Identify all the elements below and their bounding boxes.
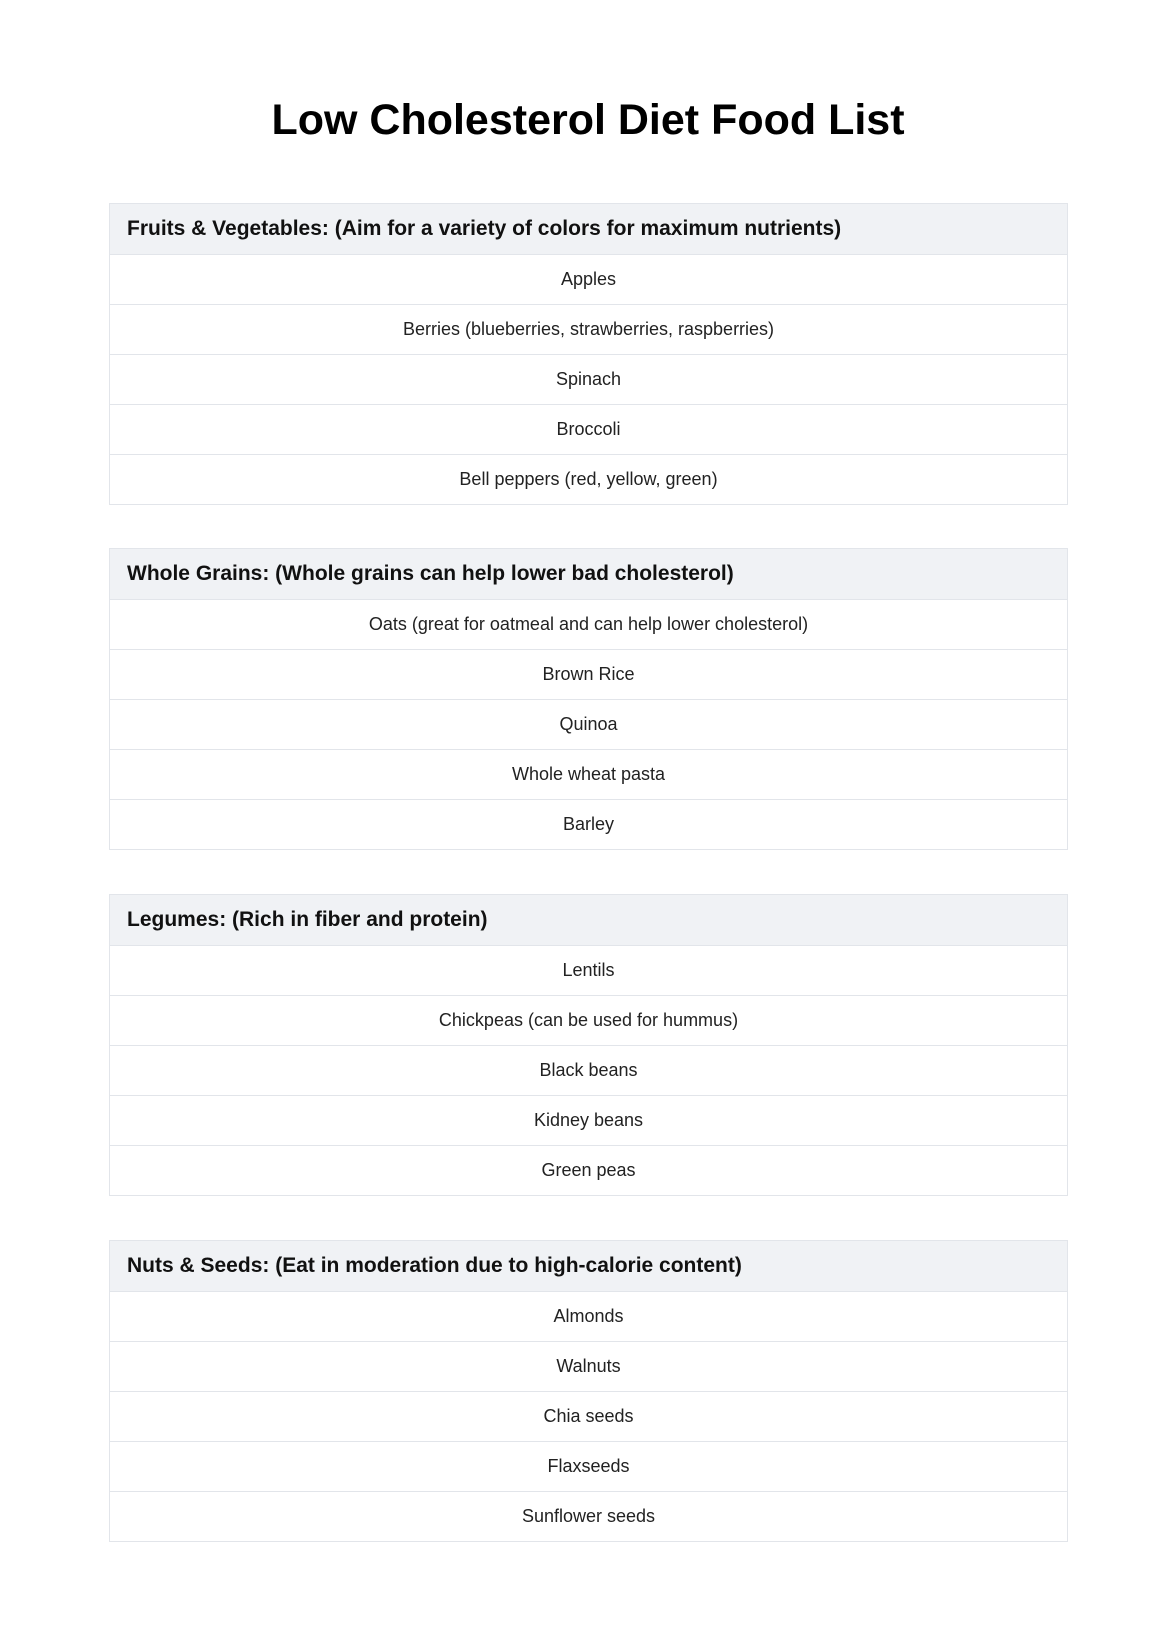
- page-title: Low Cholesterol Diet Food List: [271, 96, 905, 144]
- food-item-row: Barley: [562, 814, 615, 834]
- category-heading: Whole Grains: (Whole grains can help lower bad cholesterol): [110, 549, 1067, 600]
- category-heading: Legumes: (Rich in fiber and protein): [110, 895, 1067, 946]
- food-category-table: [109, 548, 1068, 850]
- food-item-row: Sunflower seeds: [521, 1506, 656, 1526]
- category-heading: Fruits & Vegetables: (Aim for a variety of colors for maximum nutrients): [110, 204, 1067, 255]
- food-category-table: [109, 203, 1068, 505]
- food-item-row: Lentils: [110, 946, 1067, 996]
- food-item-row: Brown Rice: [110, 650, 1067, 700]
- food-item-row: Black beans: [110, 1046, 1067, 1096]
- food-item-row: Apples: [110, 255, 1067, 305]
- food-item-row: Broccoli: [110, 405, 1067, 455]
- food-category-table: [109, 1240, 1068, 1542]
- category-heading: Nuts & Seeds: (Eat in moderation due to high-calorie content): [110, 1241, 1067, 1292]
- food-item-row: Chickpeas (can be used for hummus): [110, 996, 1067, 1046]
- food-item-row: Chia seeds: [110, 1392, 1067, 1442]
- food-item-row: Bell peppers (red, yellow, green): [459, 469, 718, 489]
- food-category-table: [109, 894, 1068, 1196]
- food-item-row: Almonds: [110, 1292, 1067, 1342]
- food-item-row: Walnuts: [110, 1342, 1067, 1392]
- food-item-row: Quinoa: [110, 700, 1067, 750]
- food-item-row: Flaxseeds: [110, 1442, 1067, 1492]
- food-item-row: Whole wheat pasta: [110, 750, 1067, 800]
- food-item-row: Berries (blueberries, strawberries, raspberries): [110, 305, 1067, 355]
- food-item-row: Kidney beans: [110, 1096, 1067, 1146]
- food-item-row: Spinach: [110, 355, 1067, 405]
- food-item-row: Oats (great for oatmeal and can help lower cholesterol): [110, 600, 1067, 650]
- food-item-row: Green peas: [541, 1160, 636, 1180]
